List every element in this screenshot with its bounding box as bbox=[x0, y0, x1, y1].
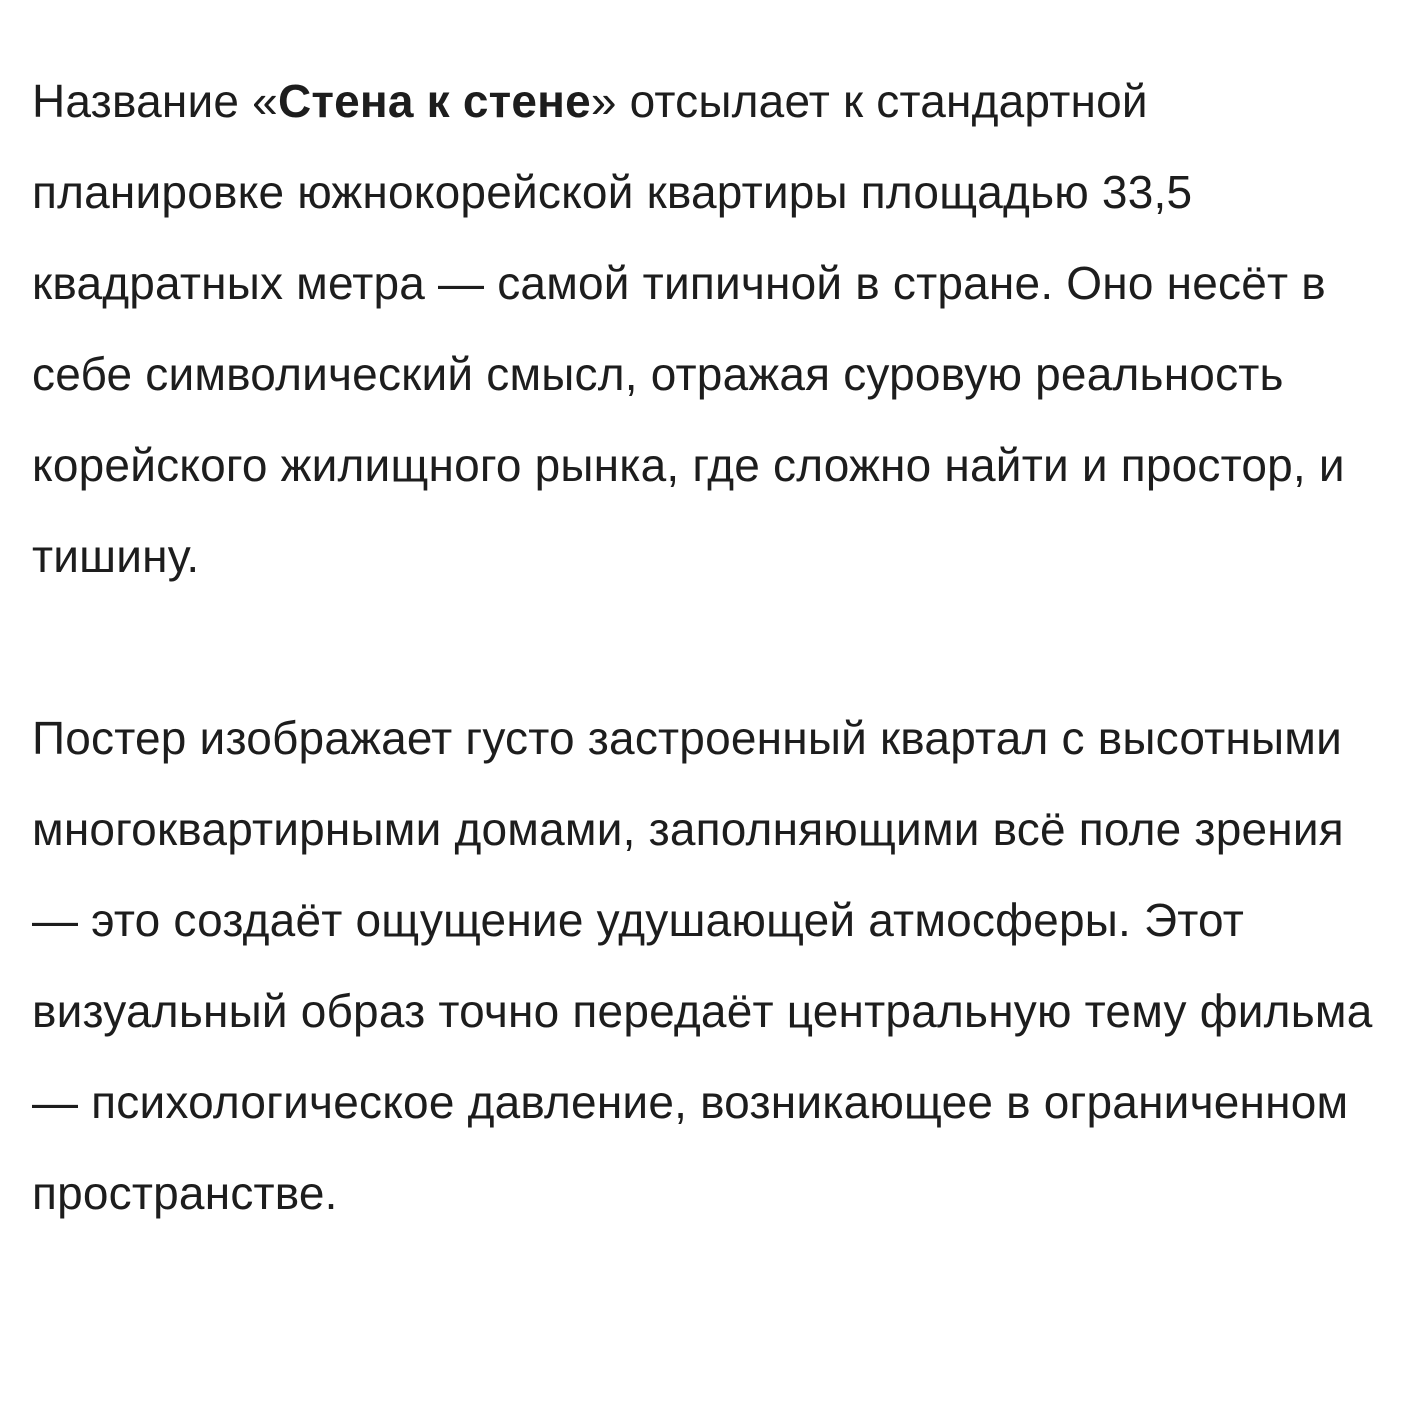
paragraph-poster-description bbox=[32, 693, 1392, 1239]
article-body bbox=[32, 56, 1392, 1239]
paragraph-title-origin bbox=[32, 56, 1392, 602]
film-title: Стена к стене bbox=[277, 75, 591, 127]
paragraph-2-text: Постер изображает густо застроенный квартал с высотными многоквартирными домами, заполняющими всё поле зрения — это создаёт ощущение удушающей атмосферы. Этот визуальный образ точно передаёт центральную тему фильма — психологическое давление, возникающее в ограниченном пространстве. bbox=[32, 712, 1373, 1219]
paragraph-1-text: » отсылает к стандартной планировке южнокорейской квартиры площадью 33,5 квадратных метра — самой типичной в стране. Оно несёт в себе символический смысл, отражая суровую реальность корейского жилищного рынка, где сложно найти и простор, и тишину. bbox=[32, 75, 1345, 582]
paragraph-1-prefix: Название « bbox=[32, 75, 278, 127]
